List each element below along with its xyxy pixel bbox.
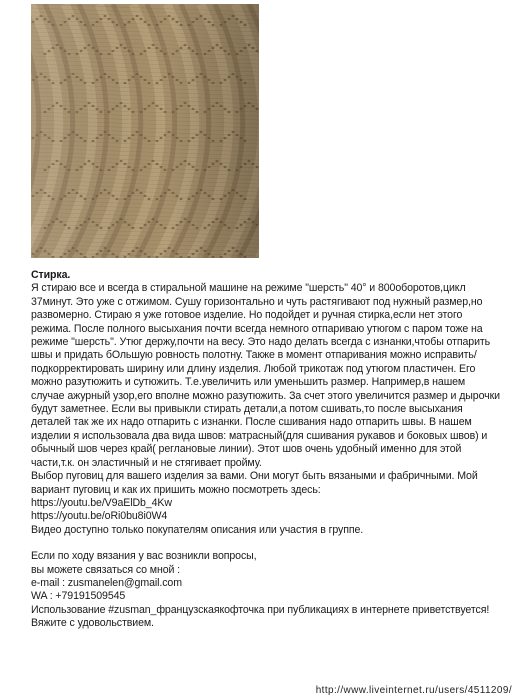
email-line[interactable]: e-mail : zusmanelen@gmail.com [31,576,182,589]
watermark-url: http://www.liveinternet.ru/users/4511209/ [315,685,512,696]
article-body [31,269,501,631]
video-link-2[interactable]: https://youtu.be/oRi0bu8i0W4 [31,510,168,523]
knitted-fabric-photo [31,4,259,258]
video-note: Видео доступно только покупателям описания или участия в группе. [31,523,364,536]
video-link-1[interactable]: https://youtu.be/V9aElDb_4Kw [31,496,172,509]
spacer [31,537,501,550]
closing-line: Вяжите с удовольствием. [31,617,154,630]
section-heading: Стирка. [31,269,71,281]
washing-paragraph: Я стираю все и всегда в стиральной машине на режиме "шерсть" 40° и 800оборотов,цикл 37минут. Это уже с отжимом. Сушу горизонтально и чуть растягивают под нужный размер,но развомерно. Стираю я уже готовое изделие. Но подойдет и ручная стирка,если нет этого режима. После полного высыхания почти всегда немного отпариваю утюгом с паром тоже на режиме "шерсть". Утюг держу,почти на весу. Это надо делать всегда с изнанки,чтобы отпарить швы и придать бОльшую ровность полотну. Также в момент отпаривания можно исправить/подкорректировать ширину или длину изделия. Любой трикотаж под утюгом пластичен. Его можно разутюжить и сутюжить. Т.е.увеличить или уменьшить размер. Например,в нашем случае ажурный узор,его вполне можно разутюжить. За счет этого увеличится размер и дырочки будут заметнее. Если вы привыкли стирать детали,а потом сшивать,то после высыхания деталей так же их надо отпарить с изнанки. После сшивания надо отпарить швы. В нашем изделии я использовала два вида швов: матрасный(для сшивания рукавов и боковых швов) и обычный шов через край( реглановые линии). Этот шов очень удобный именно для этой части,т.к. он эластичный и не стягивает пройму. [31,282,500,469]
contact-intro-line-1: Если по ходу вязания у вас возникли вопросы, [31,550,257,563]
knitted-lace-icon [31,4,259,258]
whatsapp-line: WA : +79191509545 [31,590,126,603]
buttons-paragraph: Выбор пуговиц для вашего изделия за вами. Они могут быть вязаными и фабричными. Мой вариант пуговиц и как их пришить можно посмотреть здесь: [31,470,478,496]
contact-intro-line-2: вы можете связаться со мной : [31,563,181,576]
hashtag-line: Использование #zusman_французскаякофточка при публикациях в интернете приветствуется! [31,603,490,616]
